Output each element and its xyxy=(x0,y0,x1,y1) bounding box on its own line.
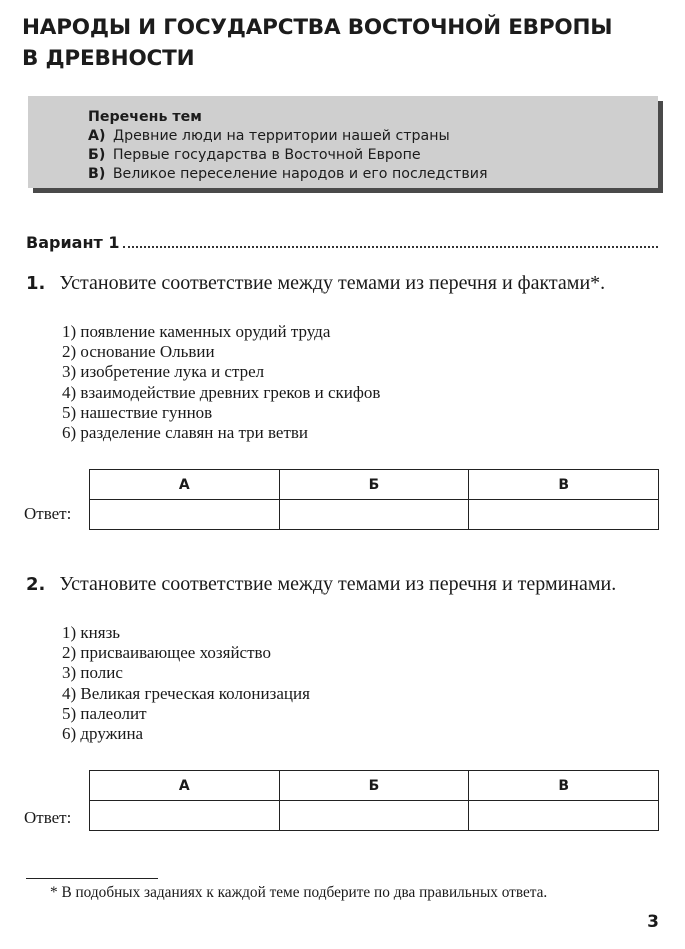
answer-input-row xyxy=(90,801,659,831)
list-item: 1) появление каменных орудий труда xyxy=(62,322,331,341)
answer-input-row xyxy=(90,500,659,530)
list-item: 3) изобретение лука и стрел xyxy=(62,362,265,382)
topic-item-v xyxy=(88,165,488,184)
task-1-item-list xyxy=(62,322,380,443)
page-title-line-1: НАРОДЫ И ГОСУДАРСТВА ВОСТОЧНОЙ ЕВРОПЫ xyxy=(22,15,613,40)
topic-letter: Б) xyxy=(88,147,106,163)
answer-cell-b[interactable] xyxy=(279,801,469,831)
list-item: 5) нашествие гуннов xyxy=(62,402,213,422)
list-item: 1) князь xyxy=(62,623,121,642)
task-1-prompt xyxy=(26,272,658,295)
answer-column-b: Б xyxy=(279,470,469,500)
answer-column-a: А xyxy=(90,470,280,500)
task-2-answer-label: Ответ: xyxy=(24,808,72,827)
footnote: * В подобных заданиях к каждой теме подберите по два правильных ответа. xyxy=(50,884,548,901)
topic-text: Древние люди на территории нашей страны xyxy=(112,128,450,144)
task-1-answer-label: Ответ: xyxy=(24,504,72,523)
answer-column-v: В xyxy=(469,771,659,801)
answer-column-v: В xyxy=(469,470,659,500)
answer-cell-a[interactable] xyxy=(90,500,280,530)
topic-text: Первые государства в Восточной Европе xyxy=(112,147,421,163)
topic-item-b xyxy=(88,146,488,165)
page-title xyxy=(22,12,662,74)
page-title-line-2: В ДРЕВНОСТИ xyxy=(22,46,195,71)
list-item: 2) основание Ольвии xyxy=(62,342,215,362)
list-item: 6) разделение славян на три ветви xyxy=(62,423,309,443)
list-item: 6) дружина xyxy=(62,724,144,744)
task-1-answer-table xyxy=(89,469,659,530)
task-2-answer-table xyxy=(89,770,659,831)
variant-line xyxy=(26,232,658,256)
task-2-prompt xyxy=(26,573,658,596)
list-item: 4) взаимодействие древних греков и скифов xyxy=(62,382,381,402)
variant-dotted-fill-line[interactable] xyxy=(123,232,658,248)
answer-header-row xyxy=(90,470,659,500)
footnote-divider xyxy=(26,878,158,879)
list-item: 2) присваивающее хозяйство xyxy=(62,643,271,663)
topic-text: Великое переселение народов и его последствия xyxy=(112,166,488,182)
task-2-item-list xyxy=(62,623,310,744)
page-number: 3 xyxy=(647,912,659,932)
answer-column-a: А xyxy=(90,771,280,801)
answer-cell-a[interactable] xyxy=(90,801,280,831)
answer-cell-v[interactable] xyxy=(469,801,659,831)
topic-item-a xyxy=(88,127,488,146)
list-item: 3) полис xyxy=(62,663,123,683)
topic-list xyxy=(88,108,488,184)
variant-label: Вариант 1 xyxy=(26,233,120,252)
answer-cell-b[interactable] xyxy=(279,500,469,530)
answer-column-b: Б xyxy=(279,771,469,801)
answer-header-row xyxy=(90,771,659,801)
topic-letter: В) xyxy=(88,166,106,182)
topic-letter: А) xyxy=(88,128,106,144)
task-1-number: 1. xyxy=(26,273,46,294)
task-2-number: 2. xyxy=(26,574,46,595)
answer-cell-v[interactable] xyxy=(469,500,659,530)
list-item: 4) Великая греческая колонизация xyxy=(62,683,310,703)
task-2-prompt-text: Установите соответствие между темами из перечня и терминами. xyxy=(59,573,617,595)
task-1-prompt-text: Установите соответствие между темами из перечня и фактами*. xyxy=(59,272,606,294)
list-item: 5) палеолит xyxy=(62,703,147,723)
topic-list-heading: Перечень тем xyxy=(88,109,202,125)
topic-list-box xyxy=(28,96,658,188)
